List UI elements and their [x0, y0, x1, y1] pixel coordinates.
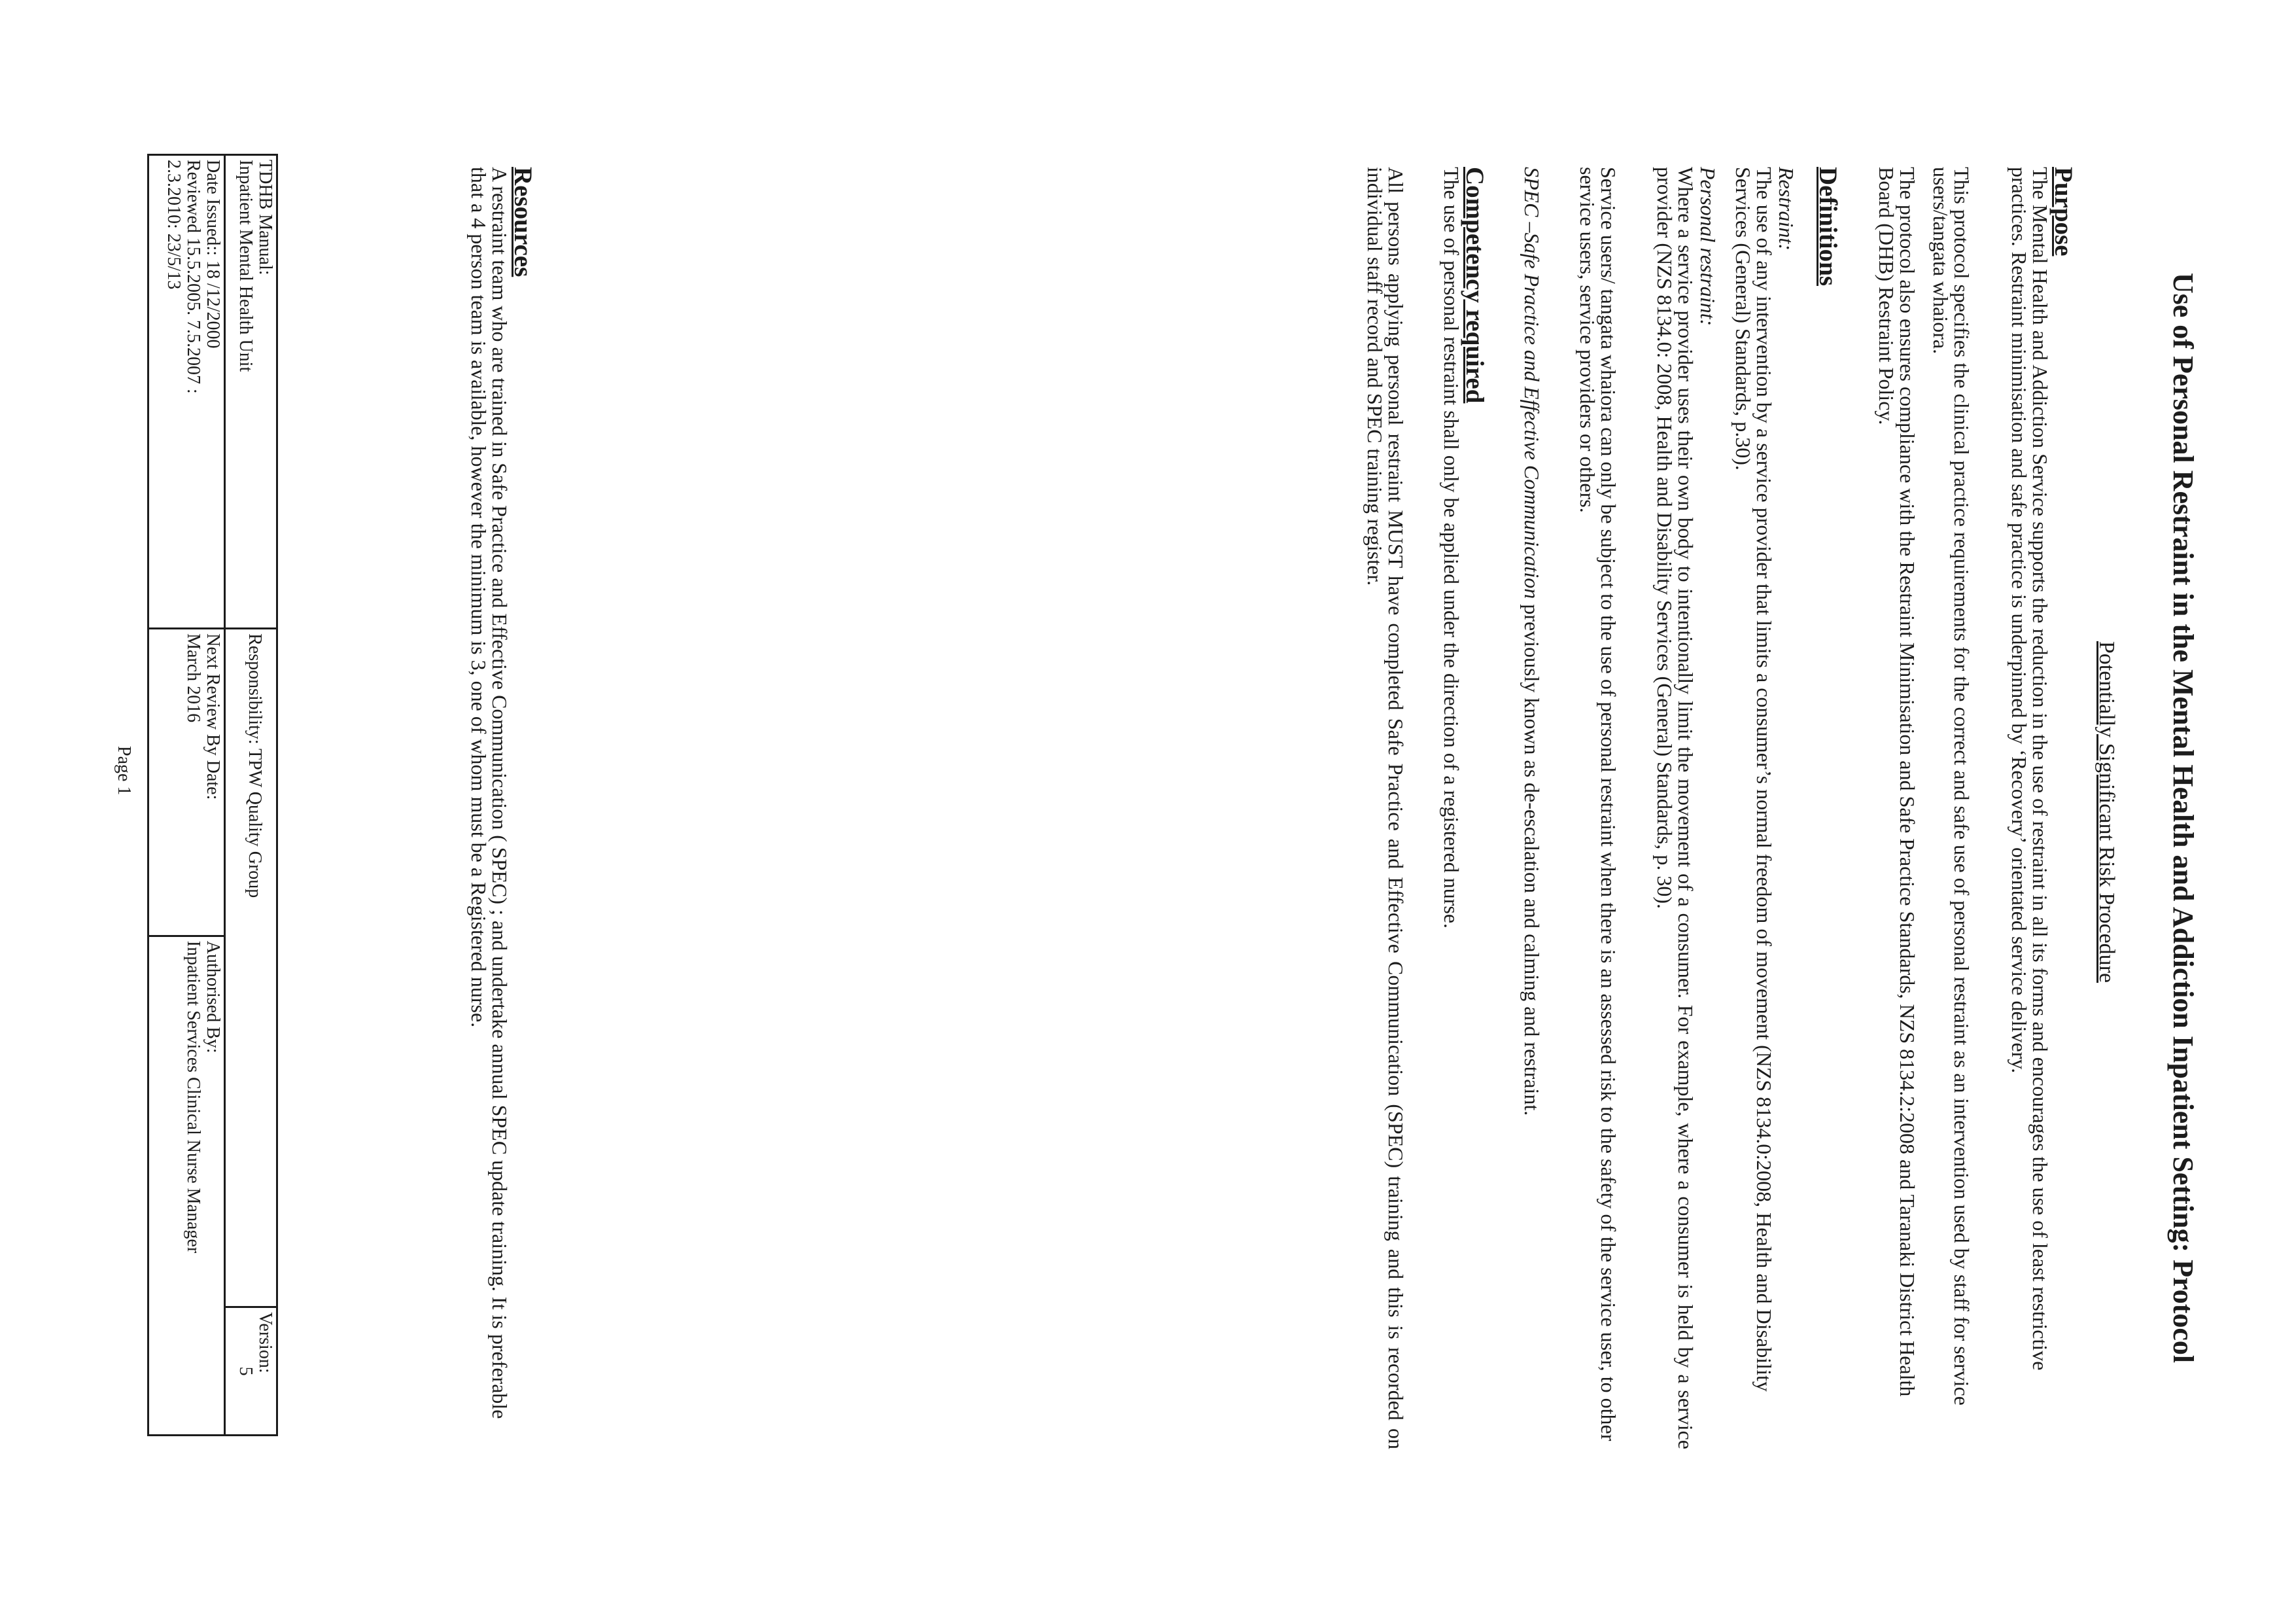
personal-restraint-definition: Where a service provider uses their own body to intentionally limit the movement of a consumer. For example, where a consumer is held by a service provider (NZS 8134.0: 2008, Health and Disability Services (General) Standards, p. 30). — [1653, 167, 1697, 1449]
competency-paragraph-1: The use of personal restraint shall only be applied under the direction of a registered nurse. — [1440, 167, 1463, 929]
dates-cell — [148, 155, 225, 629]
document-footer-table — [147, 154, 278, 1436]
competency-heading: Competency required — [1461, 167, 1489, 404]
authorised-cell — [148, 936, 225, 1435]
definitions-heading: Definitions — [1814, 167, 1842, 287]
authorised-label: Authorised By: — [202, 940, 223, 1053]
next-review-value: March 2016 — [183, 633, 203, 723]
next-review-cell — [148, 629, 225, 936]
purpose-paragraph-2: This protocol specifies the clinical practice requirements for the correct and safe use of personal restraint as an intervention used by staff for service users/tangata whaiora. — [1929, 167, 1974, 1405]
resources-paragraph: A restraint team who are trained in Safe Practice and Effective Communication ( SPEC) ; and undertake annual SPEC update training. It is preferable that a 4 person team is available, however the minimum is 3, one of whom must be a Registered nurse. — [467, 167, 512, 1419]
manual-label: TDHB Manual: — [255, 160, 275, 275]
purpose-heading: Purpose — [2049, 167, 2078, 256]
restraint-label: Restraint: — [1775, 167, 1798, 251]
purpose-paragraph-3: The protocol also ensures compliance with the Restraint Minimisation and Safe Practice Standards, NZS 8134.2:2008 and Taranaki District Health Board (DHB) Restraint Policy. — [1875, 167, 1919, 1397]
service-users-paragraph: Service users/ tangata whaiora can only be subject to the use of personal restraint when there is an assessed risk to the safety of the service user, to other service users, service providers or others. — [1576, 167, 1620, 1441]
version-label: Version: — [255, 1312, 275, 1373]
responsibility-text: Responsibility: TPW Quality Group — [245, 633, 265, 898]
version-cell — [224, 1307, 277, 1436]
purpose-paragraph-1: The Mental Health and Addiction Service supports the reduction in the use of restraint in all its forms and encourages the use of least restrictive practices. Restraint minimisation and safe practice is underpinned by ‘Recovery’ orientated service delivery. — [2008, 167, 2052, 1371]
manual-value: Inpatient Mental Health Unit — [235, 160, 256, 372]
personal-restraint-label: Personal restraint: — [1696, 167, 1720, 327]
resources-heading: Resources — [509, 167, 537, 277]
spec-term: SPEC –Safe Practice and Effective Communication — [1520, 167, 1544, 599]
version-value: 5 — [235, 1366, 256, 1376]
reviewed-dates-line-2: 2.3.2010: 23/5/13 — [163, 160, 184, 290]
document-subtitle: Potentially Significant Risk Procedure — [2095, 641, 2119, 983]
spec-definition — [1522, 167, 1542, 1449]
document-title: Use of Personal Restraint in the Mental Health and Addiction Inpatient Setting: Protocol — [2167, 272, 2199, 1364]
responsibility-cell — [224, 629, 277, 1307]
reviewed-dates-line-1: Reviewed 15.5.2005. 7.5.2007 : — [183, 160, 203, 394]
spec-description: previously known as de-escalation and calming and restraint. — [1520, 599, 1544, 1116]
page-number: Page 1 — [114, 746, 134, 796]
authorised-value: Inpatient Services Clinical Nurse Manager — [183, 940, 203, 1254]
next-review-label: Next Review By Date: — [202, 633, 223, 800]
manual-cell — [224, 155, 277, 629]
restraint-definition: The use of any intervention by a service provider that limits a consumer’s normal freedom of movement (NZS 8134.0:2008, Health and Disability Services (General) Standards, p.30). — [1731, 167, 1776, 1392]
competency-paragraph-2: All persons applying personal restraint MUST have completed Safe Practice and Effective Communication (SPEC) training and this is recorded on individual staff record and SPEC training register. — [1363, 167, 1408, 1449]
date-issued: Date Issued:: 18 /12/2000 — [202, 160, 223, 349]
